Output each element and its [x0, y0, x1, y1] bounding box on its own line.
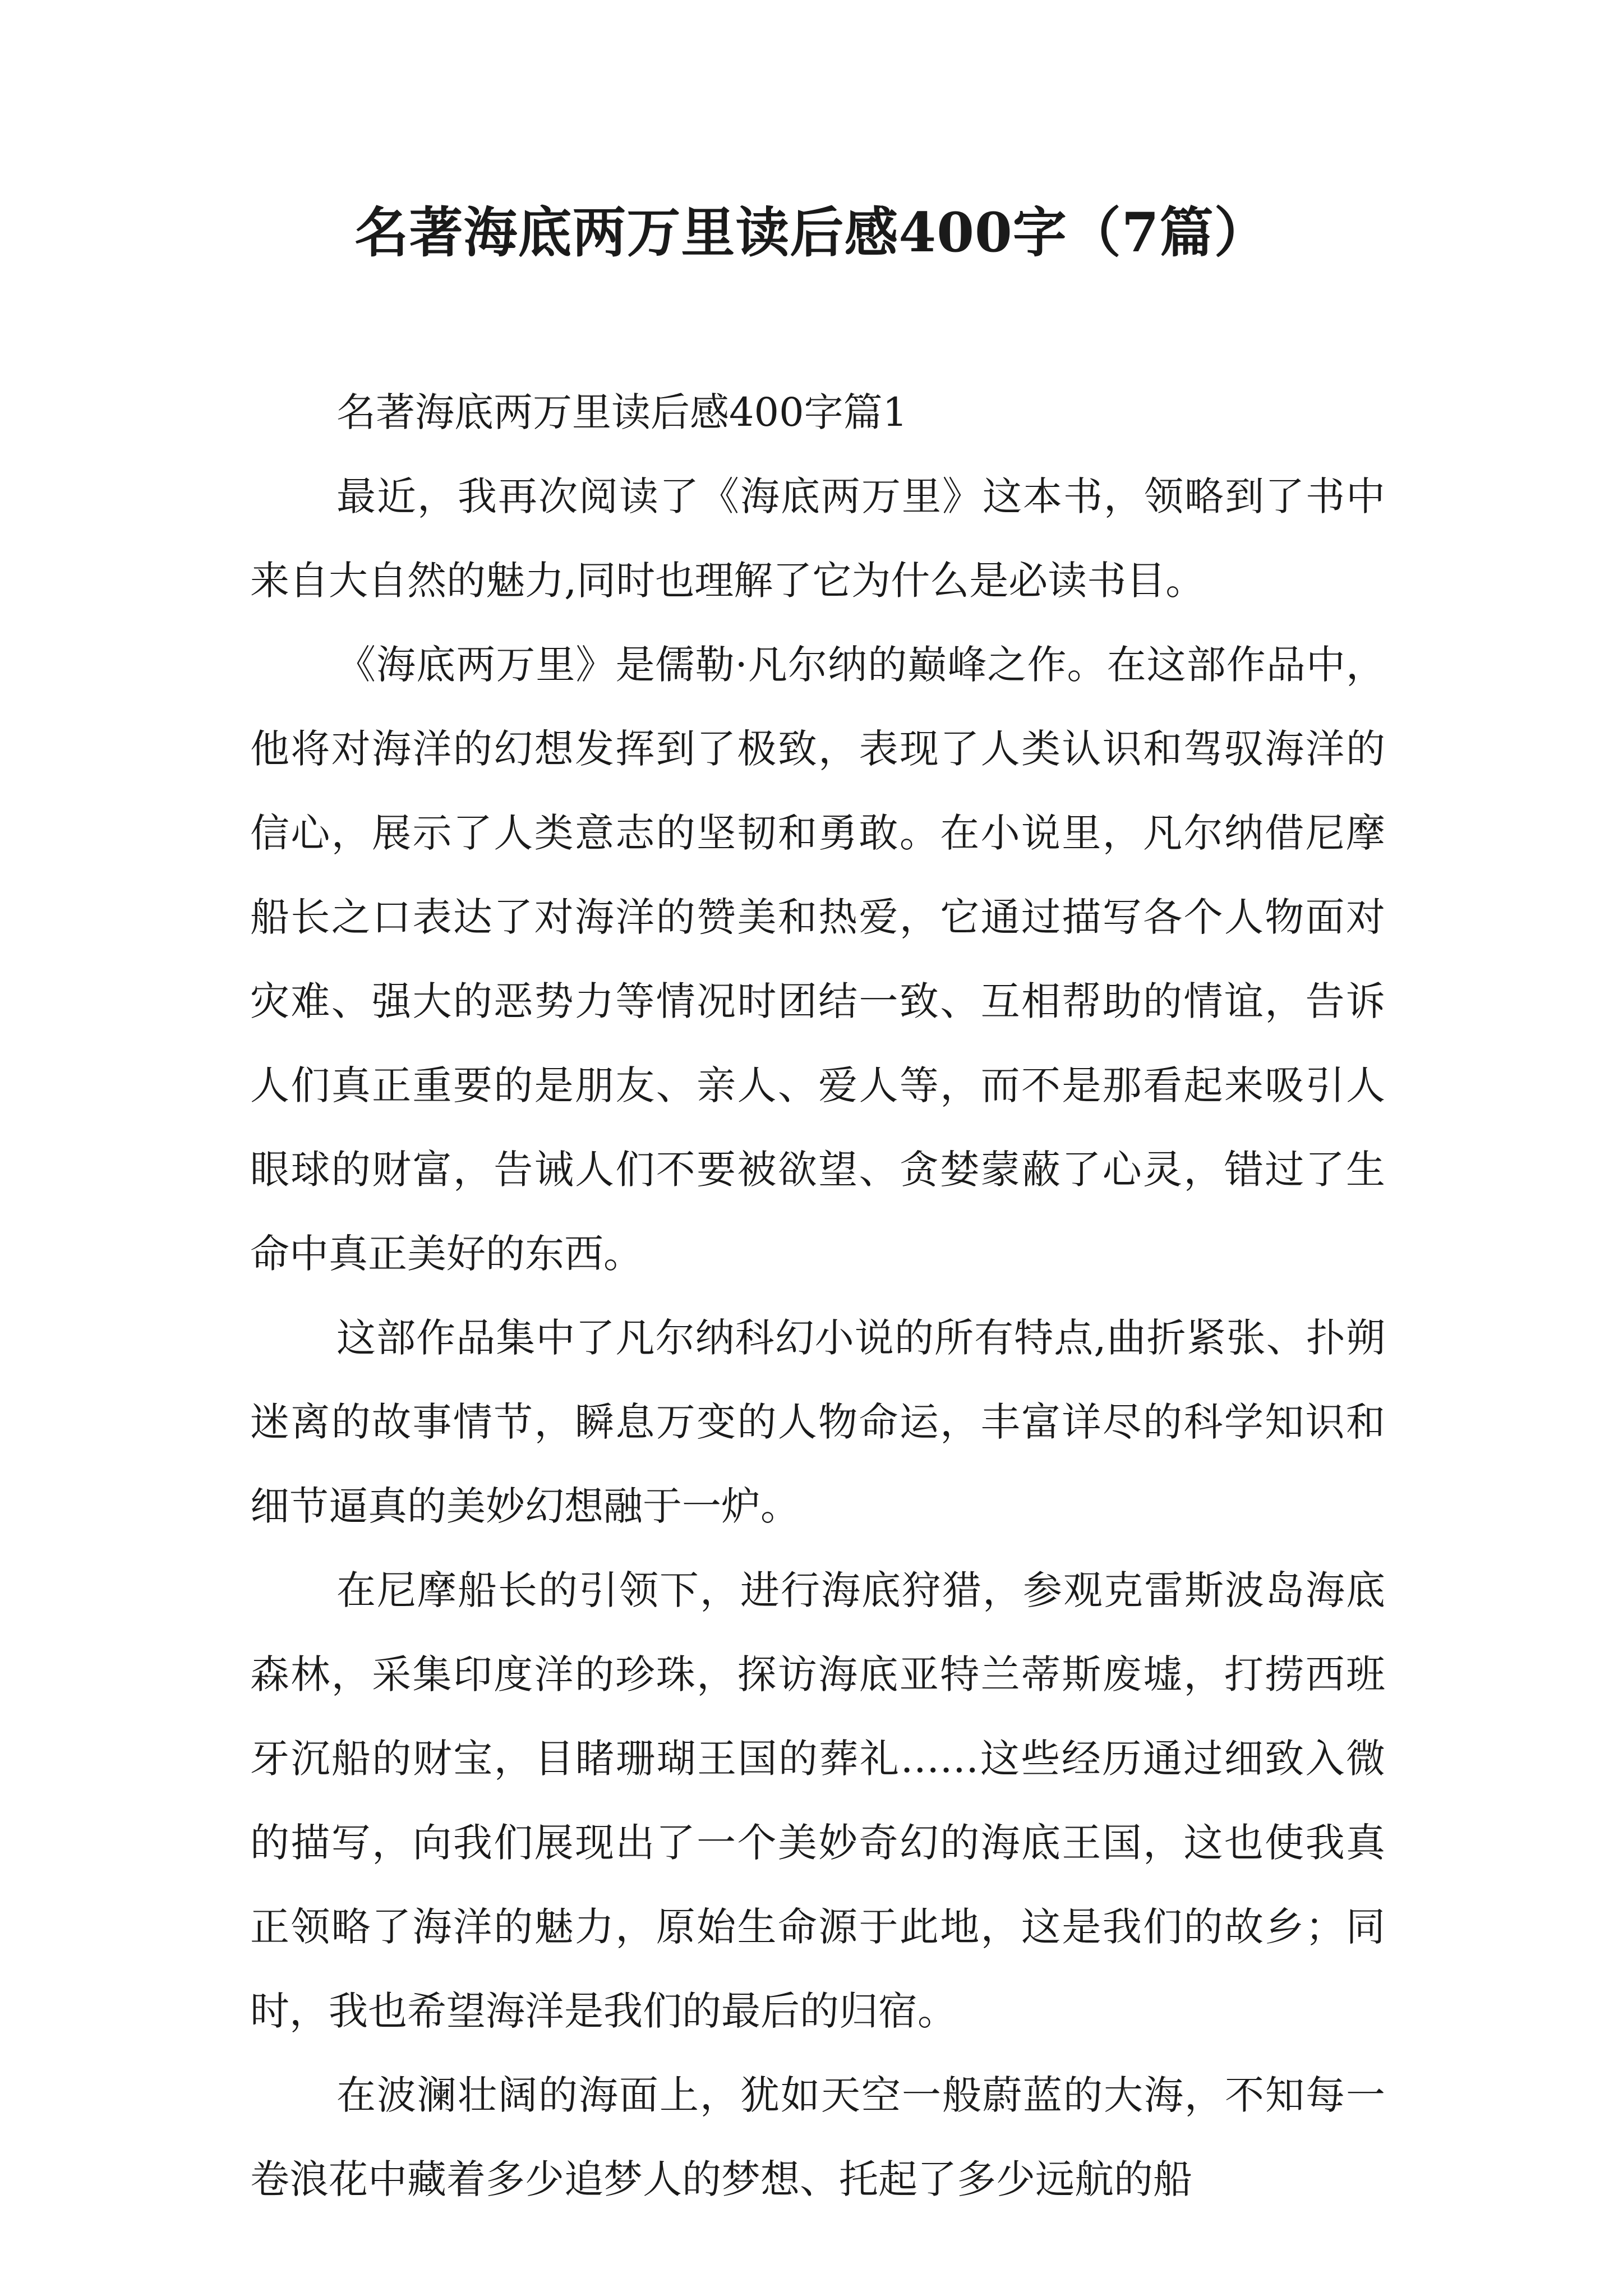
paragraph-5: 在波澜壮阔的海面上，犹如天空一般蔚蓝的大海，不知每一卷浪花中藏着多少追梦人的梦想、托起了多少远航的船 [250, 2072, 1385, 2202]
document-title: 名著海底两万里读后感400字（7篇） [354, 201, 1269, 264]
document-body [250, 370, 1385, 2221]
paragraph-1: 最近，我再次阅读了《海底两万里》这本书，领略到了书中来自大自然的魅力,同时也理解了它为什么是必读书目。 [250, 473, 1385, 604]
paragraph-4: 在尼摩船长的引领下，进行海底狩猎，参观克雷斯波岛海底森林，采集印度洋的珍珠，探访海底亚特兰蒂斯废墟，打捞西班牙沉船的财宝，目睹珊瑚王国的葬礼……这些经历通过细致入微的描写，向我们展现出了一个美妙奇幻的海底王国，这也使我真正领略了海洋的魅力，原始生命源于此地，这是我们的故乡；同时，我也希望海洋是我们的最后的归宿。 [250, 1567, 1385, 2034]
section-heading: 名著海底两万里读后感400字篇1 [336, 389, 908, 435]
paragraph-3: 这部作品集中了凡尔纳科幻小说的所有特点,曲折紧张、扑朔迷离的故事情节，瞬息万变的人物命运，丰富详尽的科学知识和细节逼真的美妙幻想融于一炉。 [250, 1315, 1385, 1529]
paragraph-2: 《海底两万里》是儒勒·凡尔纳的巅峰之作。在这部作品中，他将对海洋的幻想发挥到了极致，表现了人类认识和驾驭海洋的信心，展示了人类意志的坚韧和勇敢。在小说里，凡尔纳借尼摩船长之口表达了对海洋的赞美和热爱，它通过描写各个人物面对灾难、强大的恶势力等情况时团结一致、互相帮助的情谊，告诉人们真正重要的是朋友、亲人、爱人等，而不是那看起来吸引人眼球的财富，告诫人们不要被欲望、贪婪蒙蔽了心灵，错过了生命中真正美好的东西。 [250, 642, 1385, 1277]
